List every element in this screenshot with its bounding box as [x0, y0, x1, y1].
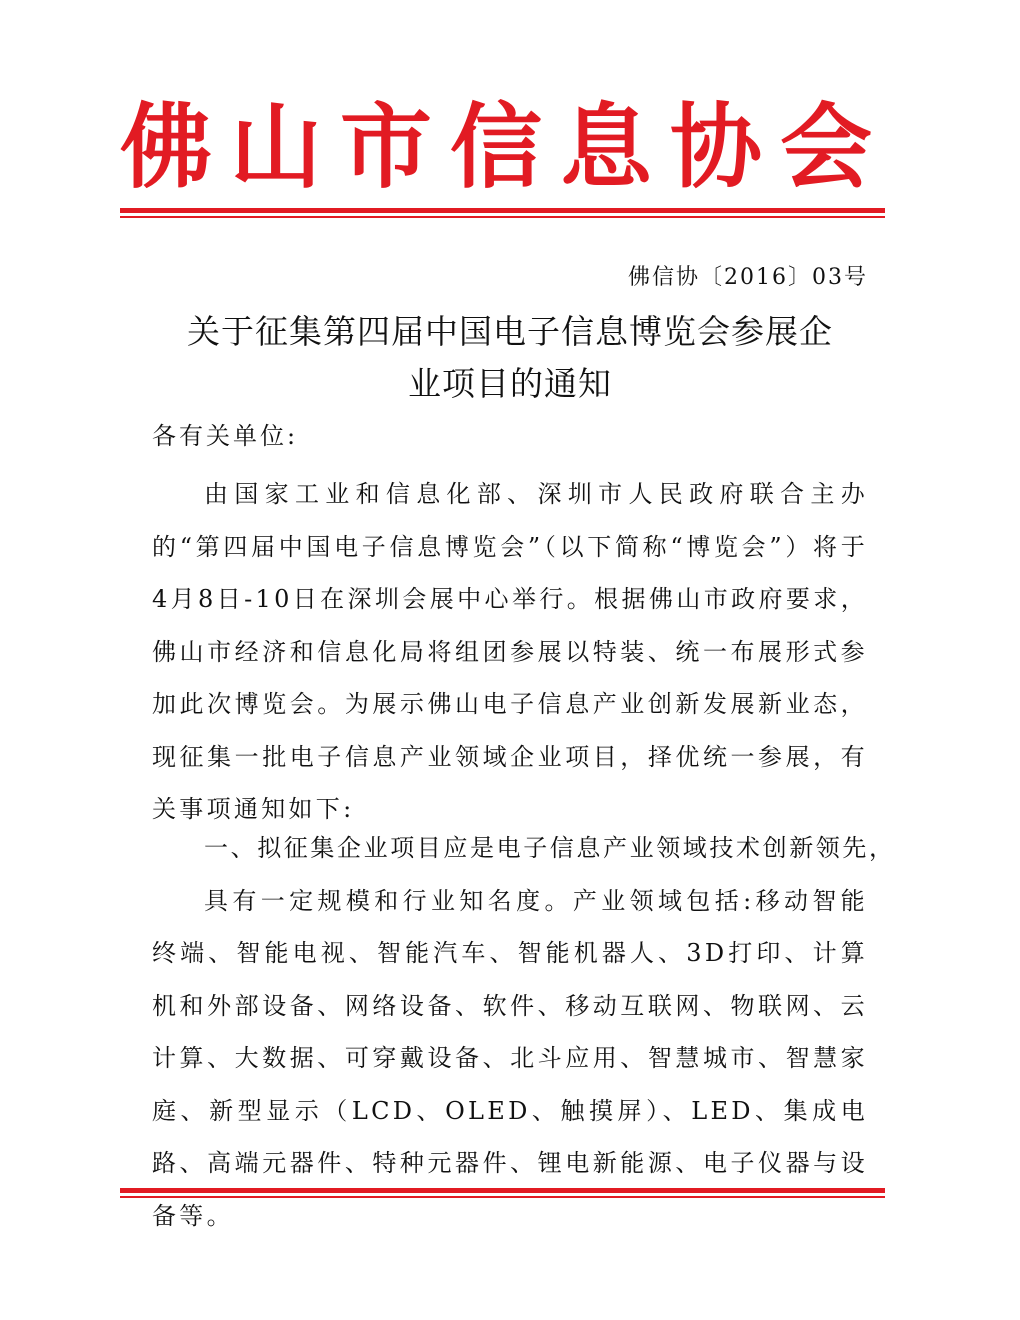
document-title — [150, 306, 870, 410]
title-line-2: 业项目的通知 — [408, 364, 612, 403]
intro-paragraph: 由国家工业和信息化部、深圳市人民政府联合主办的“第四届中国电子信息博览会”（以下简称“博览会”）将于4月8日-10日在深圳会展中心举行。根据佛山市政府要求，佛山市经济和信息化局将组团参展以特装、统一布展形式参加此次博览会。为展示佛山电子信息产业创新发展新业态，现征集一批电子信息产业领域企业项目，择优统一参展，有关事项通知如下: — [152, 480, 868, 823]
item-1-paragraph — [152, 822, 896, 1242]
item-1-first-line: 一、拟征集企业项目应是电子信息产业领域技术创新领先， — [204, 834, 896, 862]
salutation: 各有关单位: — [152, 422, 299, 450]
document-number: 佛信协〔2016〕03号 — [628, 265, 868, 290]
item-1-body: 具有一定规模和行业知名度。产业领域包括:移动智能终端、智能电视、智能汽车、智能机器人、3D打印、计算机和外部设备、网络设备、软件、移动互联网、物联网、云计算、大数据、可穿戴设备、北斗应用、智慧城市、智慧家庭、新型显示（LCD、OLED、触摸屏）、LED、集成电路、高端元器件、特种元器件、锂电新能源、电子仪器与设备等。 — [152, 886, 868, 1230]
title-line-1: 关于征集第四届中国电子信息博览会参展企 — [187, 312, 833, 351]
header-divider-thick — [120, 208, 885, 213]
masthead-title: 佛山市信息协会 — [120, 93, 891, 201]
footer-divider-thin — [120, 1196, 885, 1198]
footer-divider-thick — [120, 1188, 885, 1193]
header-divider-thin — [120, 216, 885, 218]
